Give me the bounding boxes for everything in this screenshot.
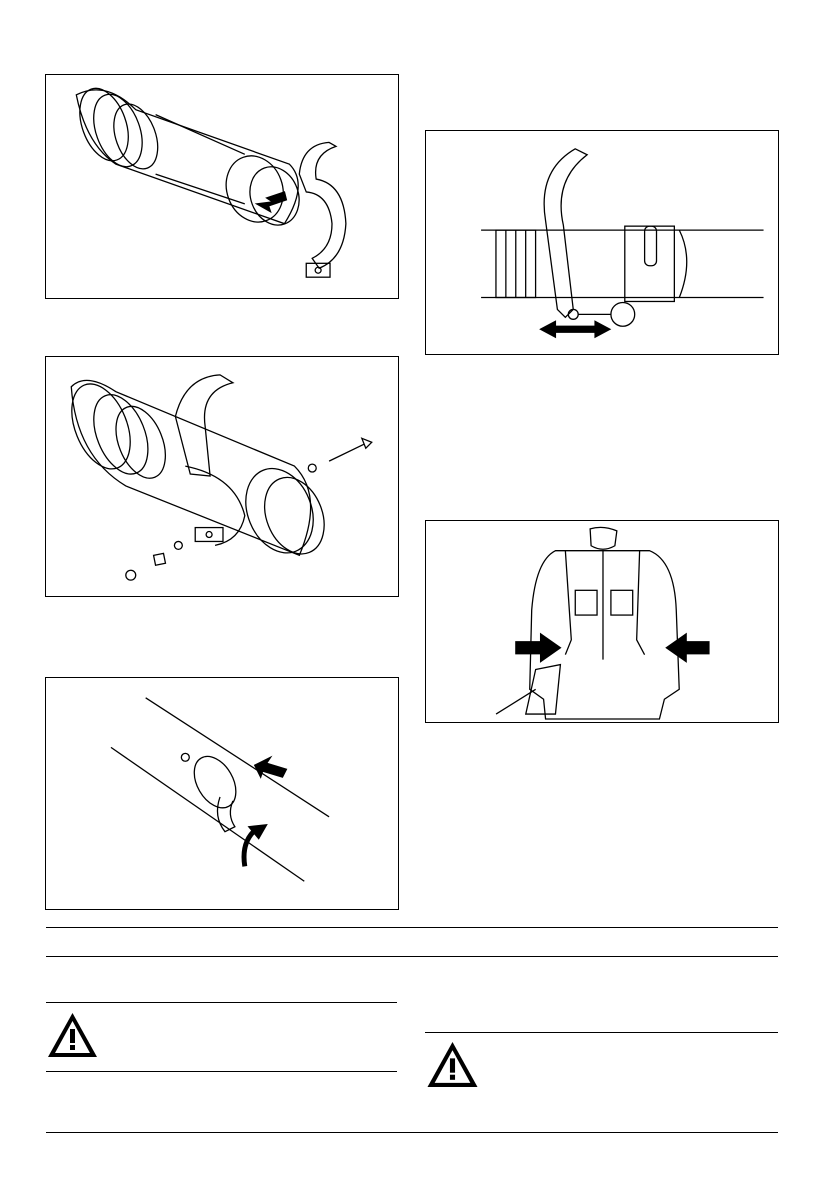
section-rule-bottom — [46, 956, 778, 957]
section-rule-top — [46, 927, 778, 928]
figure-clamp-rotate — [45, 677, 399, 910]
warning-triangle-icon — [46, 1011, 99, 1059]
handle-bolt-illustration — [46, 357, 398, 596]
figure-handle-bolt — [45, 356, 399, 597]
figure-handle-adjust — [425, 130, 779, 355]
harness-illustration — [426, 521, 778, 722]
warning-rule-bottom — [46, 1071, 397, 1072]
clamp-rotate-illustration — [46, 678, 398, 909]
figure-harness — [425, 520, 779, 723]
figure-clamp-attach — [45, 74, 399, 299]
handle-adjust-illustration — [426, 131, 778, 354]
page-footer-rule — [46, 1132, 778, 1133]
clamp-attach-illustration — [46, 75, 398, 298]
warning-triangle-icon — [425, 1040, 480, 1089]
warning-rule-top — [46, 1002, 397, 1003]
warning-rule-top — [425, 1032, 778, 1033]
